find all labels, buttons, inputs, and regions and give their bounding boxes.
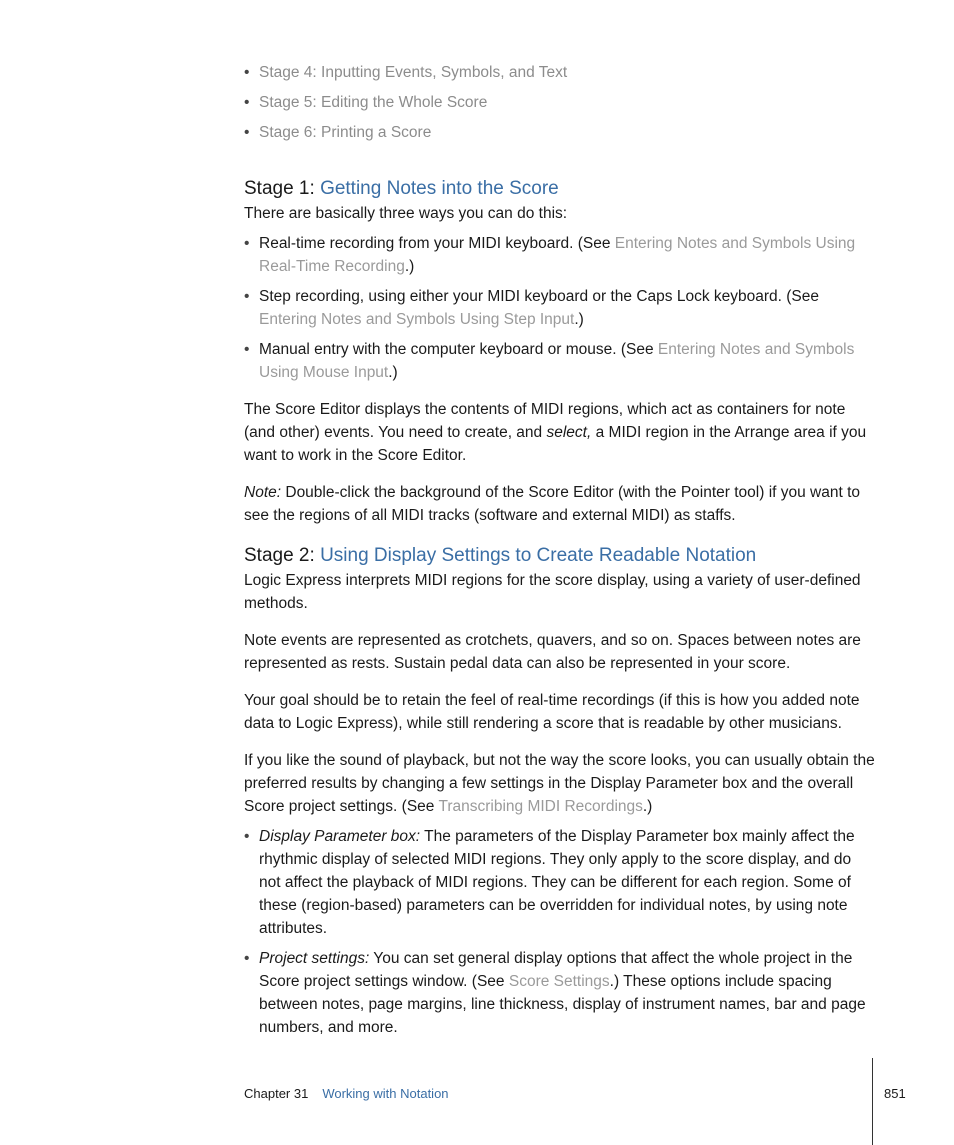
stage2-paragraph-2: Note events are represented as crotchets, quavers, and so on. Spaces between notes are represented as rests. Sustain pedal data can also be represented in your score. [244,632,861,672]
stage2-paragraph-1: Logic Express interprets MIDI regions for the score display, using a variety of user-defined methods. [244,572,861,612]
stage1-intro: There are basically three ways you can do this: [244,205,568,222]
page-number: 851 [884,1086,906,1101]
note-paragraph: Note: Double-click the background of the Score Editor (with the Pointer tool) if you want to see the regions of all MIDI tracks (software and external MIDI) as staffs. [244,484,861,524]
score-editor-paragraph: The Score Editor displays the contents of MIDI regions, which act as containers for note (and other) events. You need to create, and select, a MIDI region in the Arrange area if you want to work in the Score Editor. [244,401,867,464]
stage2-heading: Stage 2: Using Display Settings to Create Readable Notation [244,545,757,566]
footer-divider [872,1058,873,1145]
chapter-title-link[interactable]: Working with Notation [322,1086,449,1101]
stage-list [244,61,876,151]
cross-reference-link[interactable]: Score Settings [508,973,610,990]
stage2-paragraph-3: Your goal should be to retain the feel of real-time recordings (if this is how you added note data to Logic Express), while still rendering a score that is readable by other musicians. [244,692,860,732]
list-item[interactable]: • Stage 4: Inputting Events, Symbols, and Text [244,61,876,84]
cross-reference-link[interactable]: Entering Notes and Symbols Using Step Input [259,311,575,328]
chapter-number: Chapter 31 [244,1086,309,1101]
list-item[interactable]: • Stage 6: Printing a Score [244,121,876,144]
list-item: • Display Parameter box: The parameters of the Display Parameter box mainly affect the rhythmic display of selected MIDI regions. They only apply to the score display, and do not affect the playback of MIDI regions. They can be different for each region. Some of these (region-based) parameters can be overridden for individual notes, by using note attributes. [244,825,876,940]
stage1-methods-list [244,232,876,391]
term-label: Display Parameter box: [259,828,421,845]
list-item: • Step recording, using either your MIDI keyboard or the Caps Lock keyboard. (See Entering Notes and Symbols Using Step Input.) [244,285,876,331]
settings-list [244,825,876,1046]
stage2-heading-link[interactable]: Using Display Settings to Create Readable Notation [320,545,757,566]
note-label: Note: [244,484,282,501]
stage1-heading: Stage 1: Getting Notes into the Score [244,178,559,199]
term-label: Project settings: [259,950,370,967]
cross-reference-link[interactable]: Entering Notes and Symbols Using Real-Time Recording [259,235,856,275]
list-item[interactable]: • Stage 5: Editing the Whole Score [244,91,876,114]
list-item: • Real-time recording from your MIDI keyboard. (See Entering Notes and Symbols Using Real-Time Recording.) [244,232,876,278]
cross-reference-link[interactable]: Transcribing MIDI Recordings [438,798,643,815]
stage1-heading-link[interactable]: Getting Notes into the Score [320,178,559,199]
list-item: • Project settings: You can set general display options that affect the whole project in the Score project settings window. (See Score Settings.) These options include spacing between notes, page margins, line thickness, display of instrument names, bar and page numbers, and more. [244,947,876,1039]
stage2-paragraph-4: If you like the sound of playback, but not the way the score looks, you can usually obtain the preferred results by changing a few settings in the Display Parameter box and the overall Score project settings. (See Transcribing MIDI Recordings.) [244,752,875,815]
list-item: • Manual entry with the computer keyboard or mouse. (See Entering Notes and Symbols Using Mouse Input.) [244,338,876,384]
page-footer [244,1086,449,1101]
cross-reference-link[interactable]: Entering Notes and Symbols Using Mouse Input [259,341,855,381]
